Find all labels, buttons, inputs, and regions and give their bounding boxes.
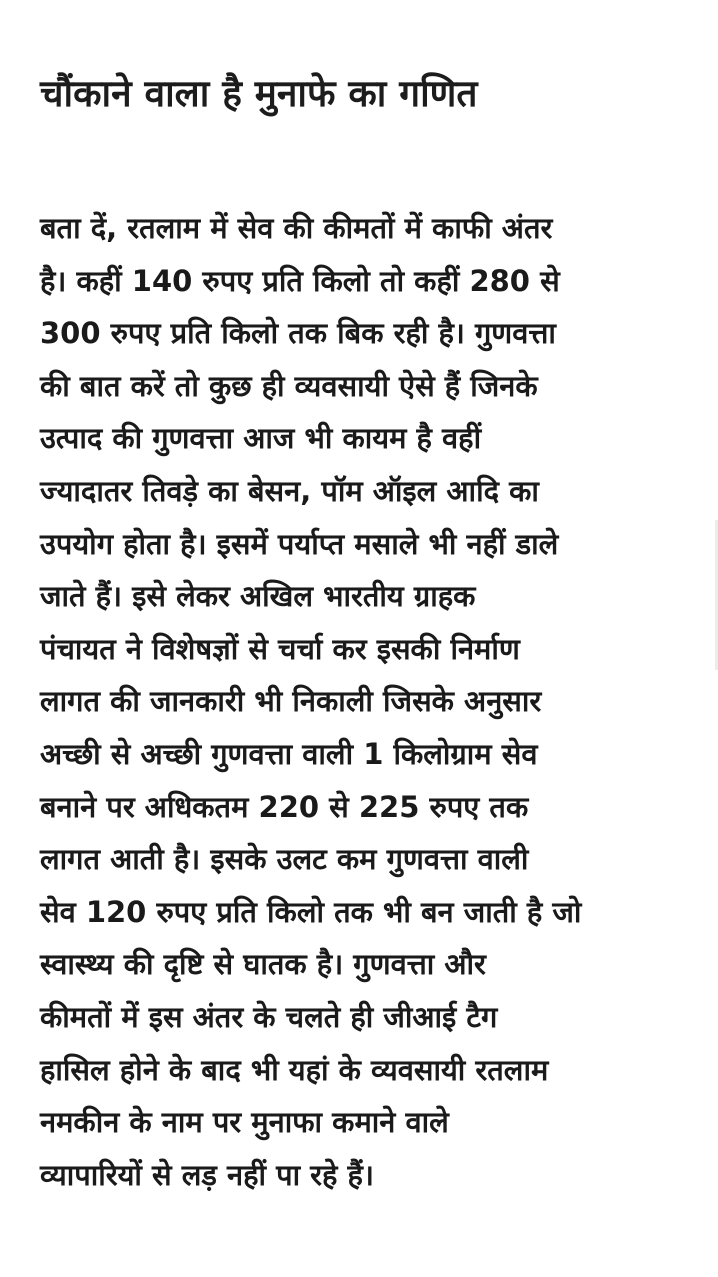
body-line: जाते हैं। इसे लेकर अखिल भारतीय ग्राहक [40, 579, 476, 614]
body-line: व्यापारियों से लड़ नहीं पा रहे हैं। [40, 1157, 374, 1192]
article-body [40, 202, 680, 1201]
body-line: नमकीन के नाम पर मुनाफा कमाने वाले [40, 1105, 449, 1140]
body-line: ज्यादातर तिवड़े का बेसन, पॉम ऑइल आदि का [40, 473, 539, 508]
body-line: कीमतों में इस अंतर के चलते ही जीआई टैग [40, 999, 498, 1034]
body-line: है। कहीं 140 रुपए प्रति किलो तो कहीं 280 से [40, 263, 560, 298]
body-line: बता दें, रतलाम में सेव की कीमतों में काफी अंतर [40, 211, 553, 245]
body-line: बनाने पर अधिकतम 220 से 225 रुपए तक [40, 789, 529, 824]
body-line: उपयोग होता है। इसमें पर्याप्त मसाले भी नहीं डाले [40, 526, 559, 561]
body-line: अच्छी से अच्छी गुणवत्ता वाली 1 किलोग्राम सेव [40, 736, 538, 771]
body-line: सेव 120 रुपए प्रति किलो तक भी बन जाती है जो [40, 894, 582, 929]
article-headline: चौंकाने वाला है मुनाफे का गणित [40, 72, 478, 115]
body-line: 300 रुपए प्रति किलो तक बिक रही है। गुणवत्ता [40, 316, 556, 351]
article [40, 60, 680, 1201]
body-line: पंचायत ने विशेषज्ञों से चर्चा कर इसकी निर्माण [40, 631, 520, 666]
body-line: स्वास्थ्य की दृष्टि से घातक है। गुणवत्ता और [40, 947, 486, 982]
body-line: की बात करें तो कुछ ही व्यवसायी ऐसे हैं जिनके [40, 368, 538, 403]
body-line: लागत की जानकारी भी निकाली जिसके अनुसार [40, 684, 542, 719]
body-line: उत्पाद की गुणवत्ता आज भी कायम है वहीं [40, 421, 482, 456]
body-line: लागत आती है। इसके उलट कम गुणवत्ता वाली [40, 842, 529, 877]
body-line: हासिल होने के बाद भी यहां के व्यवसायी रतलाम [40, 1052, 549, 1087]
